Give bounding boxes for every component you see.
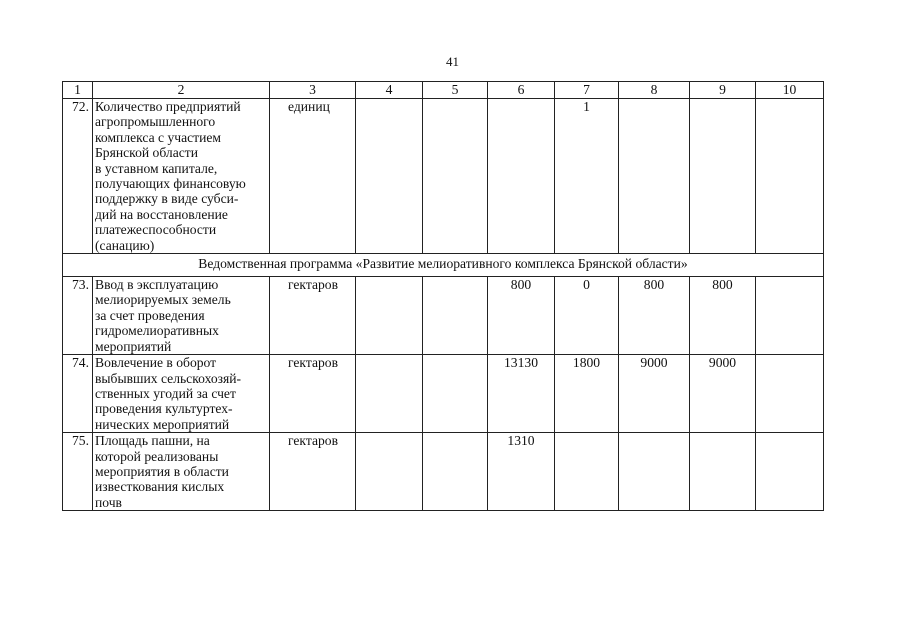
section-row [63, 254, 824, 277]
value-cell-9 [690, 433, 756, 511]
column-number-header-row [63, 82, 824, 99]
column-number-1: 1 [63, 82, 93, 99]
value-cell-6 [488, 99, 555, 254]
indicator-name-line: известкования кислых [95, 479, 225, 495]
row-number: 75. [63, 433, 93, 511]
indicator-name-line: получающих финансовую [95, 176, 246, 192]
value-cell-9: 9000 [690, 355, 756, 433]
value-cell-7: 1 [555, 99, 619, 254]
section-title: Ведомственная программа «Развитие мелиоративного комплекса Брянской области» [63, 254, 824, 277]
value-cell-10 [756, 277, 824, 355]
row-number: 73. [63, 277, 93, 355]
page-number: 41 [446, 54, 459, 69]
value-cell-5 [423, 355, 488, 433]
value-cell-8 [619, 99, 690, 254]
table-row [63, 277, 824, 355]
value-cell-6: 800 [488, 277, 555, 355]
value-cell-5 [423, 99, 488, 254]
indicator-name-line: выбывших сельскохозяй- [95, 370, 242, 386]
column-number-7: 7 [555, 82, 619, 99]
indicator-name-line: Ввод в эксплуатацию [95, 277, 219, 293]
value-cell-10 [756, 433, 824, 511]
value-cell-4 [356, 355, 423, 433]
value-cell-9: 800 [690, 277, 756, 355]
column-number-2: 2 [93, 82, 270, 99]
value-cell-6: 13130 [488, 355, 555, 433]
indicator-name-line: комплекса с участием [95, 129, 222, 145]
column-number-10: 10 [756, 82, 824, 99]
indicator-name [93, 433, 270, 511]
column-number-4: 4 [356, 82, 423, 99]
indicators-table [62, 81, 824, 511]
indicator-name-line: (санацию) [95, 237, 155, 253]
value-cell-5 [423, 433, 488, 511]
indicator-name-line: которой реализованы [95, 448, 219, 464]
unit-of-measure: единиц [270, 99, 356, 254]
value-cell-4 [356, 277, 423, 355]
unit-of-measure: гектаров [270, 433, 356, 511]
row-number: 72. [63, 99, 93, 254]
value-cell-7: 0 [555, 277, 619, 355]
indicator-name-line: агропромышленного [95, 114, 216, 130]
indicator-name [93, 99, 270, 254]
indicator-name-line: проведения культуртех- [95, 401, 233, 417]
unit-of-measure: гектаров [270, 277, 356, 355]
row-number: 74. [63, 355, 93, 433]
table-row [63, 355, 824, 433]
value-cell-8: 800 [619, 277, 690, 355]
column-number-9: 9 [690, 82, 756, 99]
indicator-name-line: гидромелиоративных [95, 323, 219, 339]
indicator-name-line: почв [95, 494, 122, 510]
indicator-name-line: нических мероприятий [95, 416, 230, 432]
value-cell-4 [356, 433, 423, 511]
column-number-8: 8 [619, 82, 690, 99]
value-cell-6: 1310 [488, 433, 555, 511]
table-row [63, 433, 824, 511]
value-cell-4 [356, 99, 423, 254]
column-number-3: 3 [270, 82, 356, 99]
value-cell-9 [690, 99, 756, 254]
indicator-name-line: за счет проведения [95, 307, 205, 323]
indicator-name-line: дий на восстановление [95, 206, 228, 222]
value-cell-8 [619, 433, 690, 511]
value-cell-8: 9000 [619, 355, 690, 433]
indicator-name [93, 355, 270, 433]
indicator-name-line: платежеспособности [95, 222, 217, 238]
value-cell-7: 1800 [555, 355, 619, 433]
table-row [63, 99, 824, 254]
indicator-name-line: Количество предприятий [95, 99, 241, 114]
column-number-6: 6 [488, 82, 555, 99]
value-cell-7 [555, 433, 619, 511]
value-cell-10 [756, 99, 824, 254]
indicator-name-line: Площадь пашни, на [95, 433, 210, 449]
indicator-name-line: Брянской области [95, 145, 198, 161]
unit-of-measure: гектаров [270, 355, 356, 433]
indicator-name-line: мелиорируемых земель [95, 292, 231, 308]
indicator-name-line: в уставном капитале, [95, 160, 218, 176]
indicator-name [93, 277, 270, 355]
indicator-name-line: ственных угодий за счет [95, 385, 236, 401]
value-cell-5 [423, 277, 488, 355]
indicator-name-line: мероприятий [95, 338, 172, 354]
indicator-name-line: Вовлечение в оборот [95, 355, 217, 371]
value-cell-10 [756, 355, 824, 433]
indicator-name-line: поддержку в виде субси- [95, 191, 239, 207]
indicator-name-line: мероприятия в области [95, 463, 229, 479]
column-number-5: 5 [423, 82, 488, 99]
